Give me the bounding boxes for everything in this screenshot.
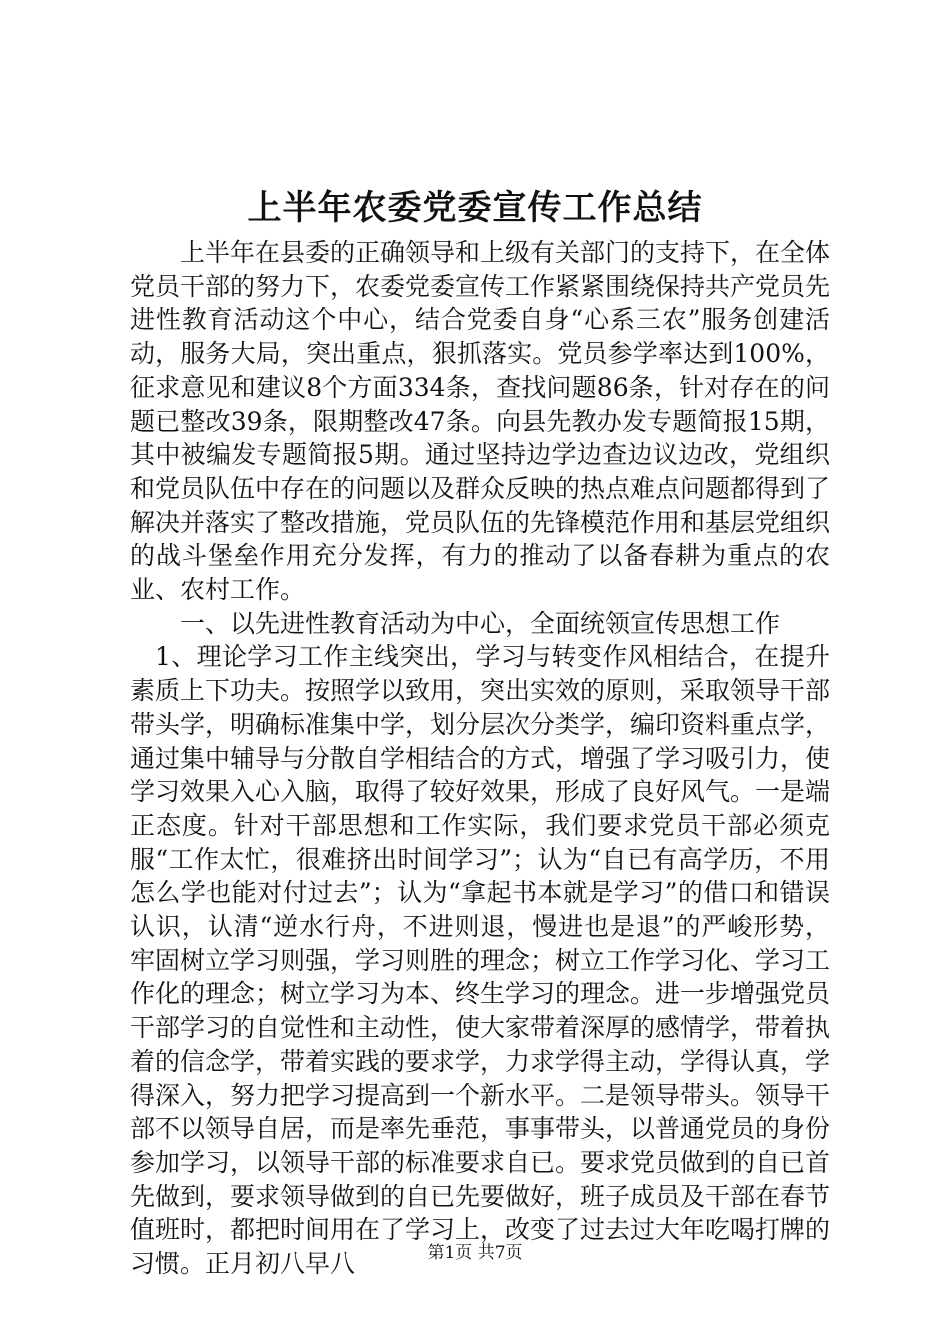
document-title: 上半年农委党委宣传工作总结: [247, 188, 703, 228]
document-body: [130, 236, 830, 1281]
page-footer: 第1页 共7页: [427, 1243, 523, 1263]
section-paragraph: 1、理论学习工作主线突出，学习与转变作风相结合，在提升素质上下功夫。按照学以致用，突出实效的原则，采取领导干部带头学，明确标准集中学，划分层次分类学，编印资料重点学，通过集中辅导与分散自学相结合的方式，增强了学习吸引力，使学习效果入心入脑，取得了较好效果，形成了良好风气。一是端正态度。针对干部思想和工作实际，我们要求党员干部必须克服“工作太忙，很难挤出时间学习”；认为“自已有高学历，不用怎么学也能对付过去”；认为“拿起书本就是学习”的借口和错误认识，认清“逆水行舟，不进则退，慢进也是退”的严峻形势，牢固树立学习则强，学习则胜的理念；树立工作学习化、学习工作化的理念；树立学习为本、终生学习的理念。进一步增强党员干部学习的自觉性和主动性，使大家带着深厚的感情学，带着执着的信念学，带着实践的要求学，力求学得主动，学得认真，学得深入，努力把学习提高到一个新水平。二是领导带头。领导干部不以领导自居，而是率先垂范，事事带头，以普通党员的身份参加学习，以领导干部的标准要求自已。要求党员做到的自已首先做到，要求领导做到的自已先要做好，班子成员及干部在春节值班时，都把时间用在了学习上，改变了过去过大年吃喝打牌的习惯。正月初八早八: [130, 642, 831, 1279]
intro-paragraph: 上半年在县委的正确领导和上级有关部门的支持下，在全体党员干部的努力下，农委党委宣传工作紧紧围绕保持共产党员先进性教育活动这个中心，结合党委自身“心系三农”服务创建活动，服务大局，突出重点，狠抓落实。党员参学率达到100%，征求意见和建议8个方面334条，查找问题86条，针对存在的问题已整改39条，限期整改47条。向县先教办发专题简报15期，其中被编发专题简报5期。通过坚持边学边查边议边改，党组织和党员队伍中存在的问题以及群众反映的热点难点问题都得到了解决并落实了整改措施，党员队伍的先锋模范作用和基层党组织的战斗堡垒作用充分发挥，有力的推动了以备春耕为重点的农业、农村工作。: [130, 238, 831, 605]
section-heading: 一、以先进性教育活动为中心，全面统领宣传思想工作: [180, 608, 781, 638]
